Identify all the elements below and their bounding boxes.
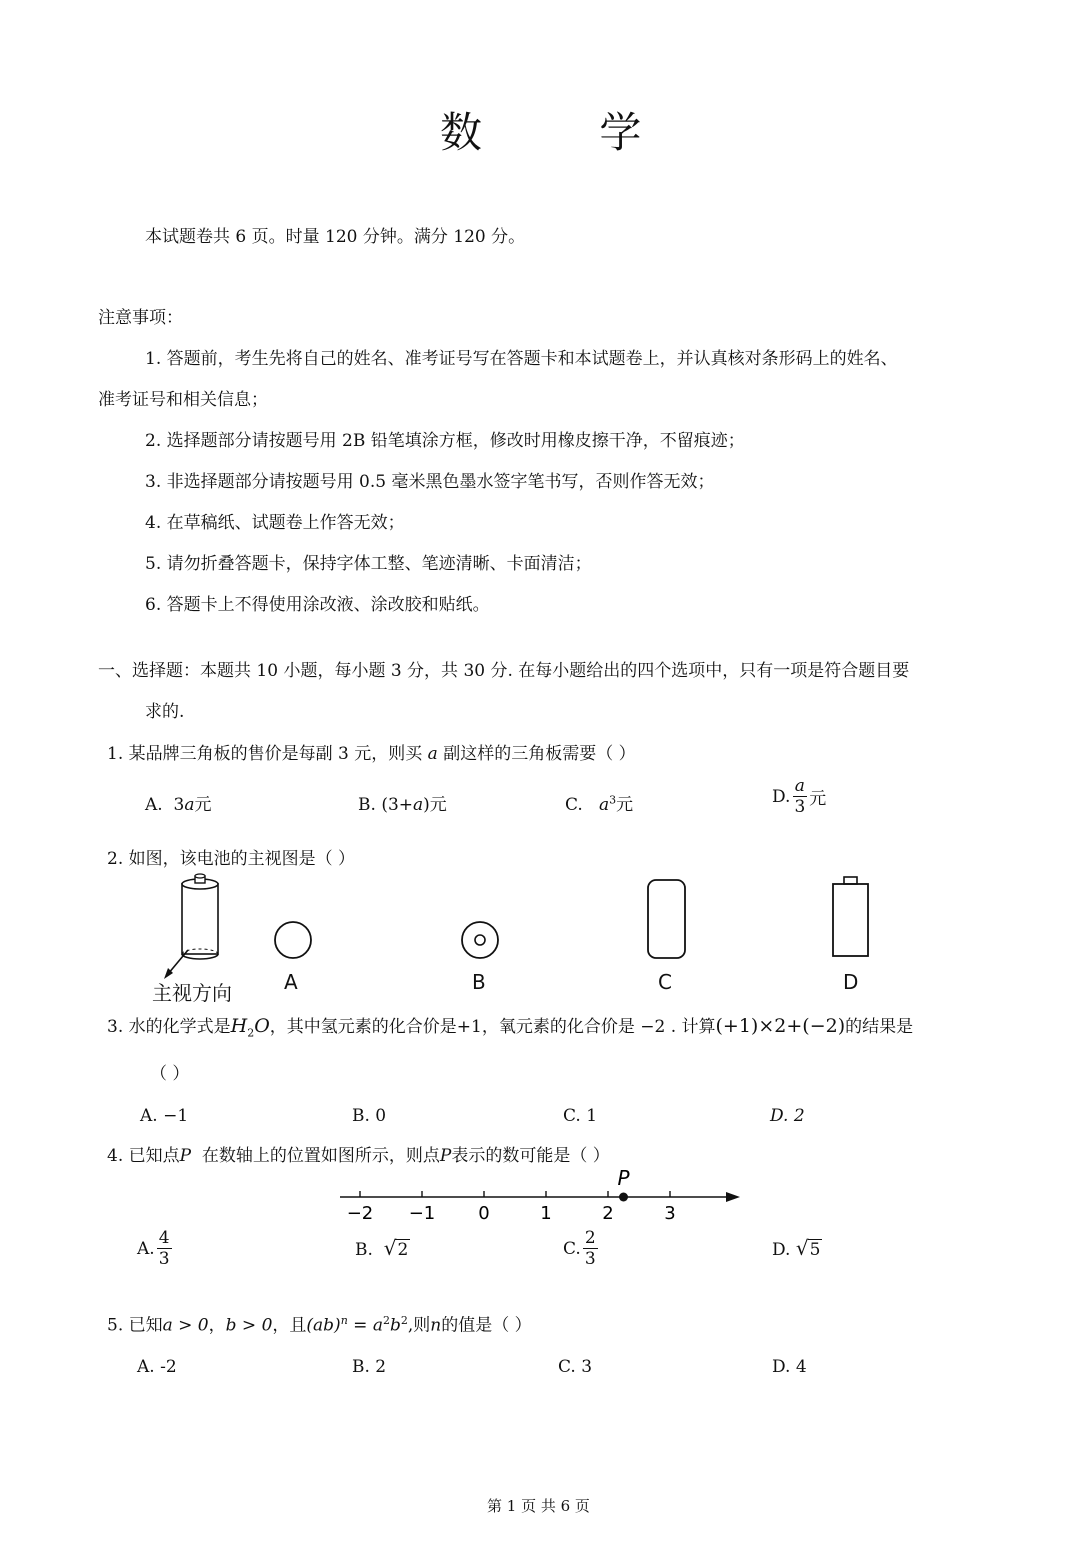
question-1-option-b: B. (3+a)元 bbox=[358, 795, 447, 815]
option-b-concentric-icon bbox=[462, 922, 498, 958]
option-label-a: A bbox=[284, 970, 298, 994]
option-a-circle-icon bbox=[275, 922, 311, 958]
question-4-option-a: A. $\frac{4}{3}$ bbox=[137, 1228, 170, 1269]
option-label-d: D bbox=[843, 970, 859, 994]
question-4-stem: 4. 已知点P 在数轴上的位置如图所示，则点P表示的数可能是（ ） bbox=[107, 1146, 610, 1166]
question-5-option-b: B. 2 bbox=[352, 1357, 387, 1377]
question-4-option-b: B. √ 2 bbox=[355, 1236, 409, 1260]
number-line-tick-label: −1 bbox=[408, 1203, 436, 1224]
option-d-battery-icon bbox=[833, 877, 868, 956]
exam-intro: 本试题卷共 6 页。时量 120 分钟。满分 120 分。 bbox=[145, 227, 526, 247]
question-5-stem: 5. 已知a > 0，b > 0，且$(ab)^n = a^2b^2$,则n的值是（ ） bbox=[107, 1314, 532, 1336]
question-4-option-c: C. $\frac{2}{3}$ bbox=[563, 1228, 596, 1269]
section-heading-cont: 求的. bbox=[145, 702, 185, 722]
number-line bbox=[330, 1165, 750, 1227]
question-3-option-b: B. 0 bbox=[352, 1106, 387, 1126]
question-3-option-a: A. −1 bbox=[140, 1106, 189, 1126]
note-item: 6. 答题卡上不得使用涂改液、涂改胶和贴纸。 bbox=[145, 595, 490, 615]
question-1-option-a: A. 3a元 bbox=[145, 795, 212, 815]
question-3-option-c: C. 1 bbox=[563, 1106, 598, 1126]
question-3-stem-cont: （ ） bbox=[150, 1064, 190, 1084]
point-p-marker bbox=[619, 1193, 628, 1202]
question-1-option-c: C. $a^3$元 bbox=[565, 793, 634, 815]
note-item: 5. 请勿折叠答题卡，保持字体工整、笔迹清晰、卡面清洁； bbox=[145, 554, 592, 574]
question-3-option-d: D. 2 bbox=[770, 1106, 805, 1126]
number-line-tick-label: −2 bbox=[346, 1203, 374, 1224]
question-3-stem: 3. 水的化学式是$H_2O$，其中氢元素的化合价是+1，氧元素的化合价是 −2 . 计算(+1)×2+(−2)的结果是 bbox=[107, 1015, 914, 1040]
question-4-option-d: D. √ 5 bbox=[772, 1236, 821, 1260]
question-1-stem: 1. 某品牌三角板的售价是每副 3 元，则买 a 副这样的三角板需要（ ） bbox=[107, 744, 636, 764]
battery-3d-icon bbox=[164, 874, 218, 979]
note-item: 2. 选择题部分请按题号用 2B 铅笔填涂方框，修改时用橡皮擦干净，不留痕迹； bbox=[145, 431, 745, 451]
question-5-option-d: D. 4 bbox=[772, 1357, 807, 1377]
note-item: 准考证号和相关信息； bbox=[98, 390, 268, 410]
note-item: 3. 非选择题部分请按题号用 0.5 毫米黑色墨水签字笔书写，否则作答无效； bbox=[145, 472, 715, 492]
question-5-option-a: A. -2 bbox=[137, 1357, 177, 1377]
battery-figure bbox=[140, 870, 900, 1005]
view-direction-label: 主视方向 bbox=[152, 981, 232, 1005]
question-2-stem: 2. 如图，该电池的主视图是（ ） bbox=[107, 849, 356, 869]
section-heading: 一、选择题：本题共 10 小题，每小题 3 分，共 30 分. 在每小题给出的四个选项中，只有一项是符合题目要 bbox=[98, 661, 910, 681]
number-line-tick-label: 0 bbox=[478, 1203, 490, 1224]
point-p-label: P bbox=[617, 1166, 630, 1190]
question-1-option-d: D. $\frac{a}{3}$ 元 bbox=[772, 776, 827, 817]
option-c-cylinder-icon bbox=[648, 880, 685, 958]
note-item: 1. 答题前，考生先将自己的姓名、准考证号写在答题卡和本试题卷上，并认真核对条形码上的姓名、 bbox=[145, 349, 898, 369]
question-5-option-c: C. 3 bbox=[558, 1357, 593, 1377]
page-title: 数 学 bbox=[440, 108, 644, 157]
number-line-tick-label: 2 bbox=[602, 1203, 614, 1224]
number-line-arrow-icon bbox=[726, 1192, 740, 1202]
option-label-b: B bbox=[472, 970, 486, 994]
number-line-tick-label: 1 bbox=[540, 1203, 552, 1224]
notes-title: 注意事项： bbox=[98, 308, 183, 328]
number-line-tick-label: 3 bbox=[664, 1203, 676, 1224]
note-item: 4. 在草稿纸、试题卷上作答无效； bbox=[145, 513, 405, 533]
option-label-c: C bbox=[658, 970, 672, 994]
page-footer: 第 1 页 共 6 页 bbox=[487, 1497, 590, 1515]
